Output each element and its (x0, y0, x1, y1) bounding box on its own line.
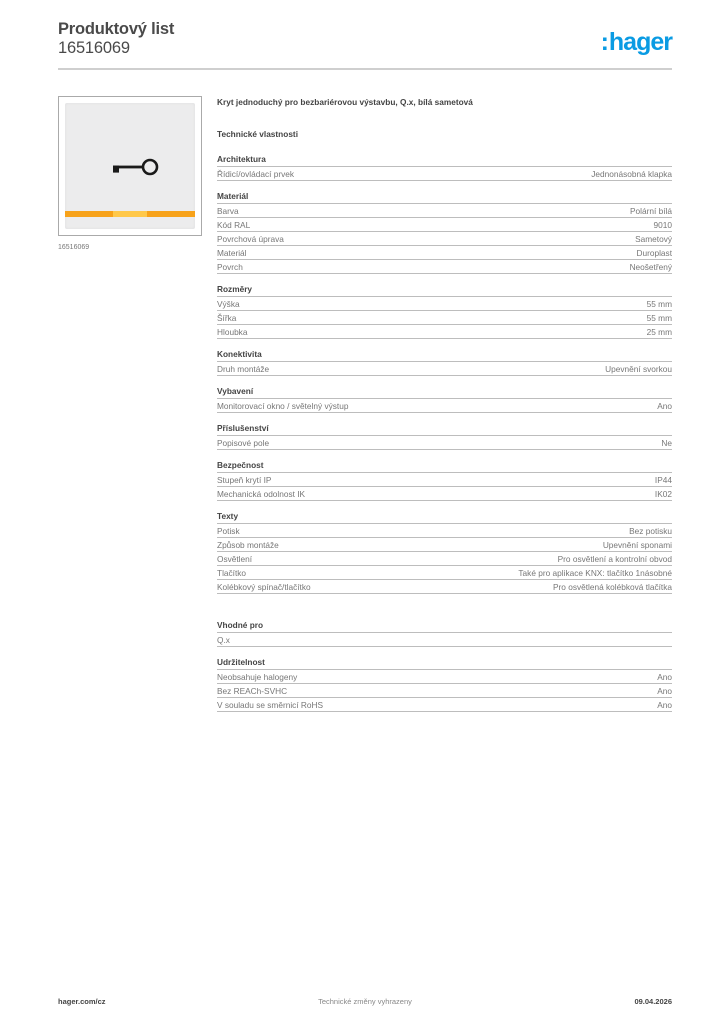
led-glow (113, 211, 147, 217)
spec-label: Povrch (217, 261, 243, 272)
spec-label: Způsob montáže (217, 539, 279, 550)
tech-heading: Technické vlastnosti (217, 129, 298, 139)
footer-website: hager.com/cz (58, 997, 106, 1006)
spec-section (217, 386, 672, 413)
spec-label: Mechanická odolnost IK (217, 488, 306, 499)
spec-value: 25 mm (646, 326, 672, 337)
spec-label: Popisové pole (217, 437, 270, 448)
spec-value: Neošetřený (629, 261, 672, 272)
spec-row (217, 670, 672, 684)
spec-label: Barva (217, 205, 239, 216)
spec-section (217, 284, 672, 339)
page-footer (58, 997, 672, 1011)
product-title: Kryt jednoduchý pro bezbariérovou výstavbu, Q.x, bílá sametová (217, 97, 473, 107)
cover-plate (65, 103, 195, 229)
spec-section (217, 657, 672, 712)
spec-row (217, 297, 672, 311)
spec-value: Upevnění sponami (602, 539, 672, 550)
key-icon (108, 156, 162, 178)
page-header (58, 20, 672, 68)
image-caption: 16516069 (58, 244, 90, 251)
section-title: Rozměry (217, 284, 672, 297)
spec-label: Stupeň krytí IP (217, 474, 272, 485)
spec-value: Upevnění svorkou (605, 363, 672, 374)
section-title: Architektura (217, 154, 672, 167)
spec-label: V souladu se směrnicí RoHS (217, 699, 324, 710)
footer-disclaimer: Technické změny vyhrazeny (318, 997, 412, 1006)
spec-section (217, 511, 672, 594)
spec-row (217, 204, 672, 218)
spec-label: Řídicí/ovládací prvek (217, 168, 295, 179)
spec-value: Duroplast (636, 247, 672, 258)
section-title: Příslušenství (217, 423, 672, 436)
spec-value: IP44 (654, 474, 672, 485)
spec-sections (217, 154, 672, 712)
spec-section (217, 349, 672, 376)
spec-row (217, 538, 672, 552)
document-title: Produktový list (58, 20, 175, 38)
spec-label: Výška (217, 298, 240, 309)
spec-section (217, 620, 672, 647)
spec-row (217, 362, 672, 376)
spec-row (217, 552, 672, 566)
spec-label: Materiál (217, 247, 247, 258)
section-title: Texty (217, 511, 672, 524)
spec-row (217, 473, 672, 487)
spec-label: Potisk (217, 525, 240, 536)
spec-label: Tlačítko (217, 567, 247, 578)
spec-row (217, 260, 672, 274)
section-title: Vybavení (217, 386, 672, 399)
section-title: Vhodné pro (217, 620, 672, 633)
section-title: Bezpečnost (217, 460, 672, 473)
spec-value: Ano (657, 671, 672, 682)
spec-value: Pro osvětlená kolébková tlačítka (553, 581, 672, 592)
led-strip (65, 211, 195, 217)
spec-value: Ano (657, 685, 672, 696)
spec-row (217, 325, 672, 339)
footer-date: 09.04.2026 (634, 997, 672, 1006)
spec-label: Šířka (217, 312, 237, 323)
spec-value: Ano (657, 699, 672, 710)
spec-label: Hloubka (217, 326, 248, 337)
spec-value: Sametový (635, 233, 672, 244)
spec-row (217, 399, 672, 413)
spec-row (217, 580, 672, 594)
spec-row (217, 218, 672, 232)
spec-row (217, 684, 672, 698)
product-number: 16516069 (58, 39, 130, 57)
section-title: Udržitelnost (217, 657, 672, 670)
spec-row (217, 436, 672, 450)
hager-logo: :hager (600, 28, 672, 56)
spec-value: 55 mm (646, 298, 672, 309)
spec-value: Jednonásobná klapka (591, 168, 672, 179)
spec-row (217, 566, 672, 580)
spec-section (217, 191, 672, 274)
spec-row (217, 232, 672, 246)
spec-value: Pro osvětlení a kontrolní obvod (557, 553, 672, 564)
spec-section (217, 460, 672, 501)
spec-value: Bez potisku (629, 525, 672, 536)
spec-row (217, 633, 672, 647)
spec-section (217, 423, 672, 450)
spec-label: Bez REACh-SVHC (217, 685, 288, 696)
spec-label: Povrchová úprava (217, 233, 284, 244)
spec-label: Q.x (217, 634, 230, 645)
spec-value: Ano (657, 400, 672, 411)
spec-value: Ne (661, 437, 672, 448)
spec-label: Kód RAL (217, 219, 251, 230)
spec-row (217, 487, 672, 501)
spec-row (217, 698, 672, 712)
spec-row (217, 524, 672, 538)
spec-label: Druh montáže (217, 363, 270, 374)
spec-row (217, 246, 672, 260)
spec-value: Polární bílá (630, 205, 672, 216)
spec-value: 55 mm (646, 312, 672, 323)
spec-value: Také pro aplikace KNX: tlačítko 1násobné (518, 567, 672, 578)
spec-row (217, 167, 672, 181)
spec-value: 9010 (653, 219, 672, 230)
section-title: Konektivita (217, 349, 672, 362)
section-title: Materiál (217, 191, 672, 204)
spec-row (217, 311, 672, 325)
spec-label: Neobsahuje halogeny (217, 671, 298, 682)
header-divider (58, 68, 672, 70)
product-image (58, 96, 202, 236)
product-details (217, 96, 672, 712)
spec-section (217, 154, 672, 181)
spec-label: Kolébkový spínač/tlačítko (217, 581, 311, 592)
spec-label: Osvětlení (217, 553, 253, 564)
spec-value: IK02 (654, 488, 672, 499)
spec-label: Monitorovací okno / světelný výstup (217, 400, 349, 411)
